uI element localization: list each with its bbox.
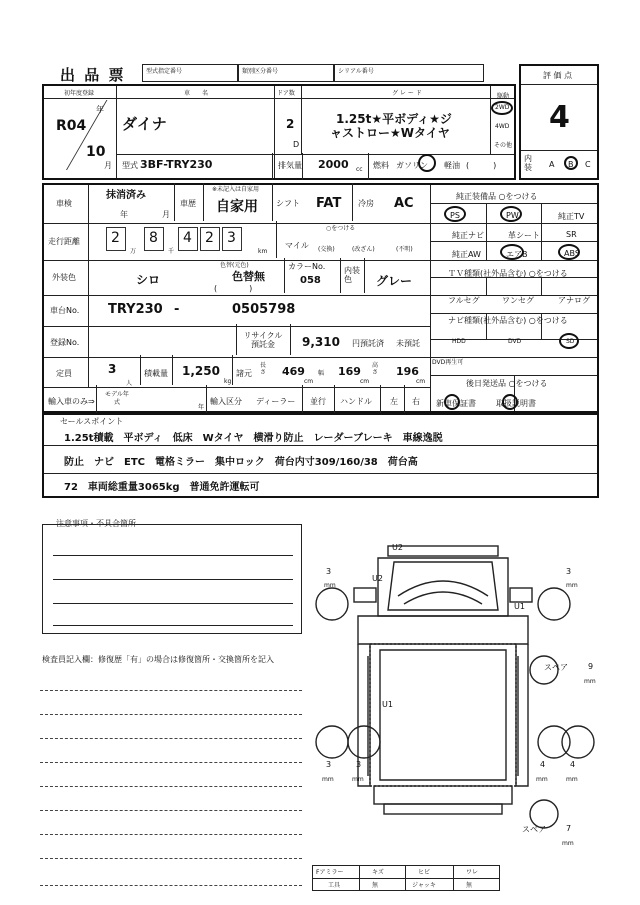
inspection-value: 抹消済み	[106, 190, 146, 201]
tire-depth: 4	[540, 760, 546, 769]
pw-circle	[500, 206, 522, 222]
width-value: 169	[338, 365, 361, 378]
sales-line2: 防止 ナビ ETC 電格ミラー 集中ロック 荷台内寸309/160/38 荷台高	[64, 457, 418, 468]
evaluation-score: 4	[549, 100, 570, 135]
manual-circle	[502, 394, 518, 410]
mileage-digit: 4	[183, 230, 192, 246]
evaluation-box: 評 価 点 4 内装 A B C	[519, 64, 599, 180]
inspector-line[interactable]	[40, 738, 302, 739]
load-value: 1,250	[182, 364, 220, 378]
inspector-line[interactable]	[40, 714, 302, 715]
inspector-line[interactable]	[40, 834, 302, 835]
capacity-value: 3	[108, 362, 117, 376]
inspector-line[interactable]	[40, 762, 302, 763]
sales-line3: 72 車両総重量3065kg 普通免許運転可	[64, 482, 260, 493]
grade-line2: ャストロー★Wタイヤ	[330, 126, 450, 140]
damage-mark: U2	[392, 543, 403, 552]
tire-depth: 3	[566, 567, 572, 576]
interior-color-value: グレー	[376, 274, 413, 288]
car-name: ダイナ	[122, 115, 167, 133]
caution-box[interactable]	[42, 524, 302, 634]
inspector-line[interactable]	[40, 858, 302, 859]
inspector-line[interactable]	[40, 786, 302, 787]
color-no-value: 058	[300, 275, 321, 286]
chassis-dash: -	[174, 302, 180, 317]
sheet-title: 出 品 票	[60, 66, 126, 84]
history-value: 自家用	[216, 199, 258, 215]
damage-mark: U1	[514, 602, 525, 611]
tire-depth: 3	[356, 760, 362, 769]
fuel-gas-circle	[418, 154, 436, 172]
tire-depth: 3	[326, 760, 332, 769]
color-change-value: 色替無	[232, 270, 265, 283]
mileage-digit: 8	[149, 230, 158, 246]
doors-value: 2	[286, 117, 295, 131]
mileage-digit: 3	[227, 230, 236, 246]
vehicle-info-box: 初年度登録 車 名 ドア数 グ レ ー ド	[42, 84, 516, 180]
recycle-value: 9,310	[302, 335, 340, 349]
damage-mark: U2	[372, 574, 383, 583]
chassis-number: 0505798	[232, 302, 296, 317]
spare-depth: 7	[566, 824, 572, 833]
sd-circle	[559, 333, 579, 349]
airbag-circle	[500, 244, 524, 260]
length-value: 469	[282, 365, 305, 378]
serial-box: シリアル番号	[334, 64, 484, 82]
ps-circle	[444, 206, 466, 222]
shift-value: FAT	[316, 196, 342, 211]
model-code: 3BF-TRY230	[140, 158, 213, 171]
tire-depth: 4	[570, 760, 576, 769]
inspector-line[interactable]	[40, 810, 302, 811]
height-value: 196	[396, 365, 419, 378]
chassis-prefix: TRY230	[108, 302, 163, 317]
tire-depth: 3	[326, 567, 332, 576]
first-reg-month: 10	[86, 144, 106, 160]
mileage-digit: 2	[111, 230, 120, 246]
grade-line1: 1.25t★平ボディ★ジ	[336, 112, 452, 126]
sales-line1: 1.25t積載 平ボディ 低床 Wタイヤ 横滑り防止 レーダーブレーキ 車線逸脱	[64, 433, 443, 444]
model-designation-box: 型式指定番号	[142, 64, 238, 82]
spare-depth: 9	[588, 662, 594, 671]
exterior-value: シロ	[136, 273, 161, 287]
damage-mark: U1	[382, 700, 393, 709]
inspector-line[interactable]	[40, 690, 302, 691]
displacement-value: 2000	[318, 158, 349, 171]
cooling-value: AC	[394, 196, 414, 211]
inspector-line[interactable]	[40, 885, 302, 886]
category-box: 類別区分番号	[238, 64, 334, 82]
warranty-circle	[444, 394, 460, 410]
vehicle-diagram	[308, 536, 608, 856]
mileage-digit: 2	[205, 230, 214, 246]
first-reg-era: R04	[56, 118, 87, 134]
abs-circle	[558, 244, 580, 260]
